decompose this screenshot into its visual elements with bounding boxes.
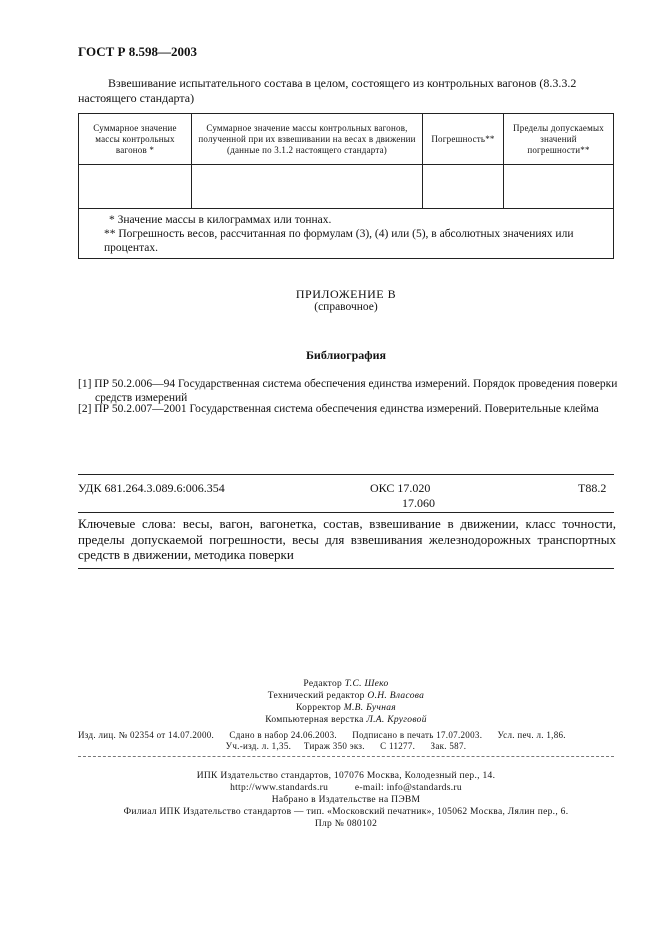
- bibliography-item-number: [1]: [78, 378, 92, 390]
- table-note-error: ** Погрешность весов, рассчитанная по формулам (3), (4) или (5), в абсолютных значениях или процентах.: [104, 228, 574, 254]
- credit-line: [78, 702, 614, 714]
- credit-name: Л.А. Круговой: [366, 715, 427, 725]
- printing-house: Филиал ИПК Издательство стандартов — тип. «Московский печатник», 105062 Москва, Лялин пер., 6.: [123, 807, 569, 817]
- bibliography-item-number: [2]: [78, 403, 92, 415]
- column-header-error: Погрешность**: [423, 114, 504, 165]
- divider-top: [78, 474, 614, 475]
- bibliography-item-text: ПР 50.2.007—2001 Государственная система обеспечения единства измерений. Поверительные клейма: [94, 403, 599, 415]
- publisher-address: ИПК Издательство стандартов, 107076 Москва, Колодезный пер., 14.: [196, 771, 496, 781]
- publishing-info-line-2: Уч.-изд. л. 1,35. Тираж 350 экз. С 11277. Зак. 587.: [225, 741, 467, 751]
- table-notes-row: [79, 209, 614, 259]
- appendix-title: ПРИЛОЖЕНИЕ В: [295, 287, 397, 301]
- bibliography-item-continuation: средств измерений: [95, 392, 188, 404]
- udc-code: УДК 681.264.3.089.6:006.354: [78, 481, 225, 495]
- bibliography-item: [78, 377, 618, 405]
- appendix-subtitle: (справочное): [314, 301, 378, 313]
- credit-role: Компьютерная верстка: [265, 715, 364, 725]
- bibliography-item: [78, 402, 618, 416]
- keywords: Ключевые слова: весы, вагон, вагонетка, состав, взвешивание в движении, класс точности, пределы допускаемой погрешности, весы для взвешивания железнодорожных транспортных средств в движении, методика поверки: [78, 516, 616, 562]
- divider-bottom: [78, 568, 614, 569]
- oks-code-secondary: 17.060: [402, 496, 435, 510]
- credit-line: [78, 714, 614, 726]
- publisher-contacts: http://www.standards.ru e-mail: info@standards.ru: [230, 783, 462, 793]
- column-header-control-mass: Суммарное значение массы контрольных вагонов *: [79, 114, 192, 165]
- table-note-mass-units: * Значение массы в килограммах или тоннах.: [109, 214, 332, 226]
- column-header-error-limits: Пределы допускаемых значений погрешности**: [504, 114, 614, 165]
- publishing-info-line-1: Изд. лиц. № 02354 от 14.07.2000. Сдано в набор 24.06.2003. Подписано в печать 17.07.2003. Усл. печ. л. 1,86.: [78, 730, 566, 740]
- typeset-note: Набрано в Издательстве на ПЭВМ: [271, 795, 421, 805]
- license-number: Плр № 080102: [314, 819, 378, 829]
- dashed-divider: [78, 756, 614, 757]
- oks-code: ОКС 17.020: [370, 481, 431, 495]
- classification-code: Т88.2: [578, 481, 607, 495]
- table-cell: [192, 165, 423, 209]
- table-row: [79, 165, 614, 209]
- credit-role: Технический редактор: [267, 691, 365, 701]
- credit-role: Корректор: [296, 703, 342, 713]
- table-cell: [79, 165, 192, 209]
- bibliography-item-text: ПР 50.2.006—94 Государственная система обеспечения единства измерений. Порядок проведения поверки: [94, 378, 618, 390]
- weighing-table: [78, 113, 614, 259]
- publisher-info: [78, 770, 614, 830]
- credit-role: Редактор: [303, 679, 343, 689]
- credit-name: О.Н. Власова: [367, 691, 425, 701]
- bibliography-title: Библиография: [305, 348, 387, 362]
- table-notes: [79, 209, 614, 259]
- document-code: ГОСТ Р 8.598—2003: [78, 44, 197, 59]
- table-cell: [423, 165, 504, 209]
- credit-line: [78, 690, 614, 702]
- intro-paragraph: Взвешивание испытательного состава в целом, состоящего из контрольных вагонов (8.3.3.2 настоящего стандарта): [78, 76, 577, 105]
- editorial-credits: [78, 678, 614, 726]
- divider-middle: [78, 512, 614, 513]
- credit-line: [78, 678, 614, 690]
- credit-name: Т.С. Шеко: [344, 679, 389, 689]
- column-header-measured-mass: Суммарное значение массы контрольных вагонов, полученной при их взвешивании на весах в движении (данные по 3.1.2 настоящего стандарта): [192, 114, 423, 165]
- table-header-row: [79, 114, 614, 165]
- credit-name: М.В. Бучная: [343, 703, 396, 713]
- table-cell: [504, 165, 614, 209]
